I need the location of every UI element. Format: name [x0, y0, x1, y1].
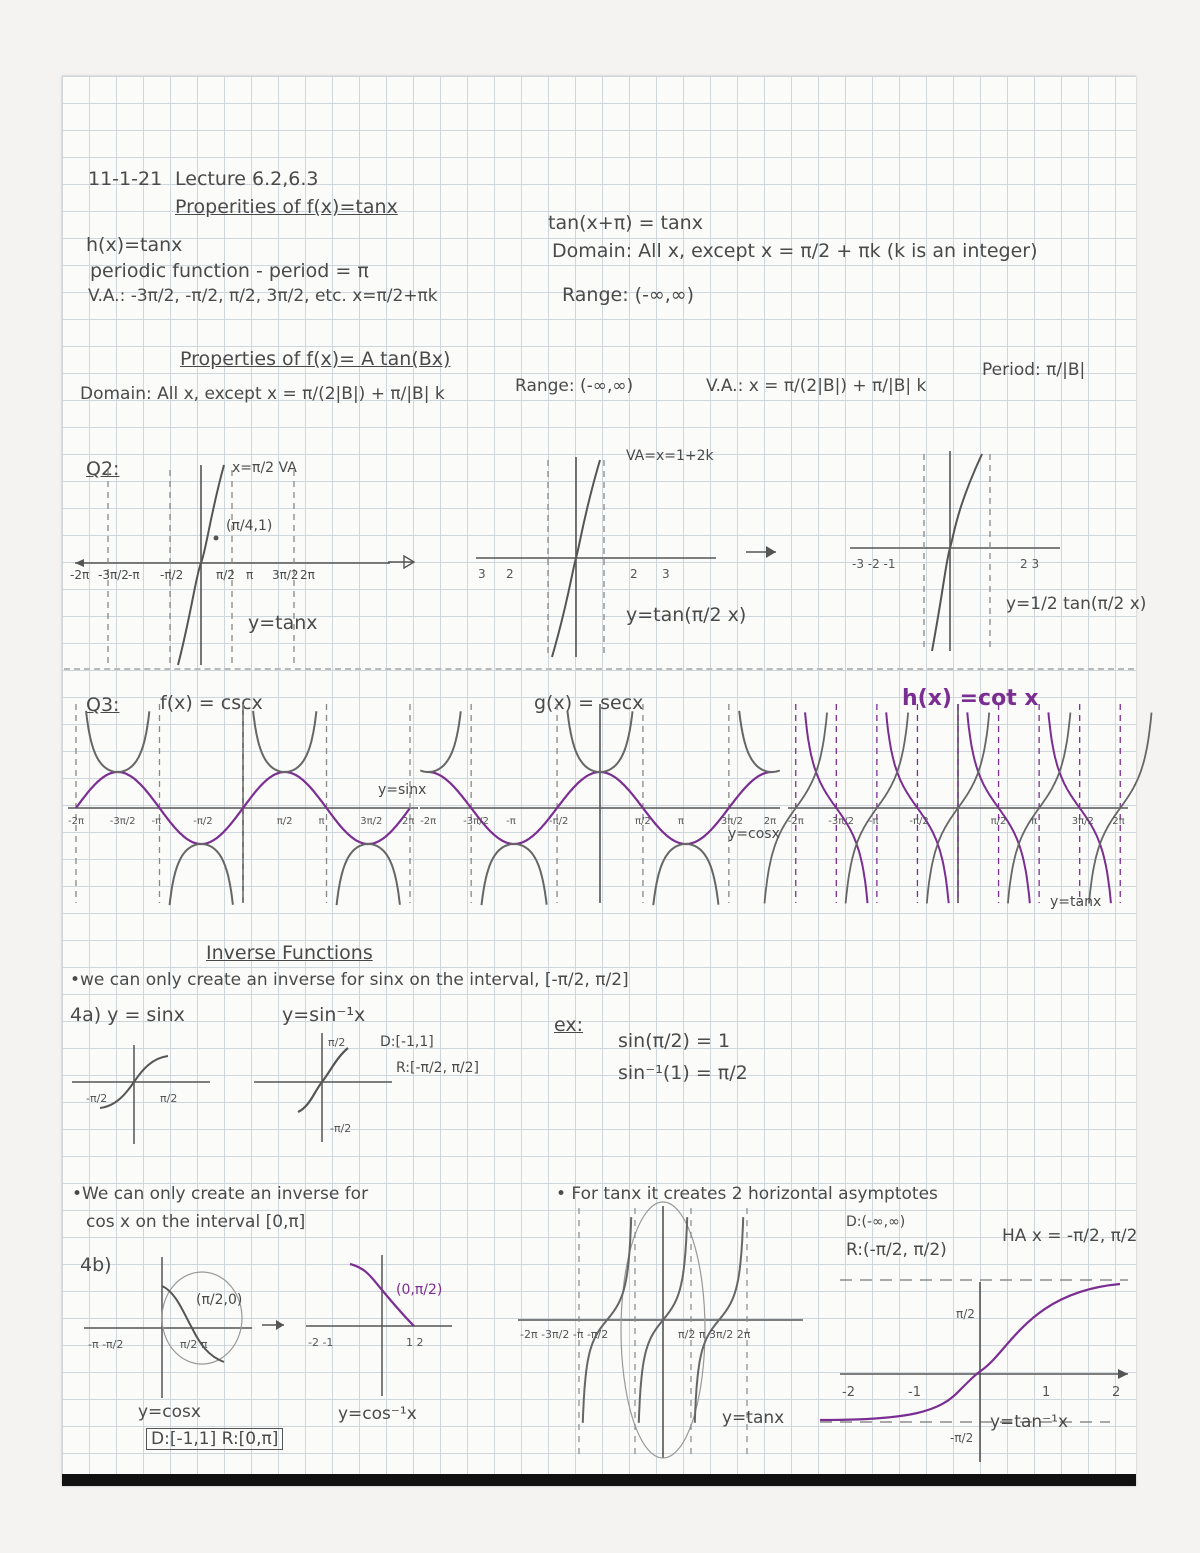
graph-arctan — [820, 1262, 1130, 1462]
tan-domain: Domain: All x, except x = π/2 + πk (k is an integer) — [552, 240, 1038, 262]
q2-g1-tick-label: -2π — [70, 568, 90, 582]
q2-g1-caption: y=tanx — [248, 612, 318, 634]
atan-period: Period: π/|B| — [982, 360, 1086, 380]
q3-graph-sec — [420, 700, 780, 905]
svg-text:-π/2: -π/2 — [950, 1431, 974, 1445]
tan-caption: y=tanx — [722, 1408, 785, 1428]
tick-label: -2π — [420, 816, 437, 827]
reciprocal-branch — [420, 711, 460, 772]
q3-graph-csc — [68, 700, 418, 905]
arrow-icon-3 — [262, 1318, 288, 1332]
svg-text:3: 3 — [662, 567, 670, 581]
svg-text:-1: -1 — [908, 1385, 921, 1400]
svg-text:-π/2: -π/2 — [330, 1122, 352, 1135]
tick-label: π/2 — [276, 816, 293, 827]
tick-label: 3π/2 — [360, 816, 383, 827]
svg-text:2: 2 — [506, 567, 514, 581]
q2-graph-tan — [70, 460, 390, 670]
reciprocal-branch — [739, 711, 780, 772]
cot-title: h(x) =cot x — [902, 686, 1039, 711]
q2-g2-caption: y=tan(π/2 x) — [626, 604, 747, 626]
q2-g1-tick-label: π — [246, 568, 254, 582]
arcsin-range: R:[-π/2, π/2] — [396, 1060, 479, 1076]
atan-va: V.A.: x = π/(2|B|) + π/|B| k — [706, 376, 927, 396]
svg-text:π/2 π: π/2 π — [180, 1338, 208, 1351]
arccos-domain-range: D:[-1,1] R:[0,π] — [146, 1428, 283, 1450]
arcsin-domain: D:[-1,1] — [380, 1034, 434, 1050]
page-bottom-edge — [62, 1474, 1136, 1486]
q4a-label: 4a) y = sinx — [70, 1004, 185, 1026]
tick-label: -3π/2 — [828, 816, 855, 827]
tick-label: π — [1031, 816, 1038, 827]
arccos-caption: y=cos⁻¹x — [338, 1404, 417, 1424]
periodic-note: periodic function - period = π — [90, 260, 369, 282]
inverse-heading: Inverse Functions — [206, 942, 373, 964]
atan-properties-heading: Properties of f(x)= A tan(Bx) — [180, 348, 451, 370]
cot-tan-label: y=tanx — [1050, 894, 1102, 910]
tick-label: -π — [868, 816, 879, 827]
svg-text:π/2: π/2 — [956, 1307, 975, 1321]
q2-g1-tick-label: 3π/2 — [272, 568, 299, 582]
tick-label: -2π -3π/2 -π -π/2 — [520, 1328, 609, 1341]
tan-identity: tan(x+π) = tanx — [548, 212, 703, 234]
cos-inverse-note-1: •We can only create an inverse for — [72, 1184, 369, 1204]
q2-graph-tan-scaled — [476, 452, 716, 662]
svg-text:π/2: π/2 — [328, 1036, 346, 1049]
tick-label: -π/2 — [909, 816, 929, 827]
graph-arcsin — [254, 1028, 394, 1143]
lecture-date: 11-1-21 — [88, 168, 163, 190]
tick-label: 2π — [402, 816, 415, 827]
arrow-icon-2 — [746, 542, 780, 562]
sin-inverse-note: •we can only create an inverse for sinx on the interval, [-π/2, π/2] — [70, 970, 629, 990]
tick-label: 2π — [1112, 816, 1125, 827]
q4b-label: 4b) — [80, 1254, 112, 1276]
reciprocal-branch — [86, 711, 149, 772]
svg-text:2: 2 — [630, 567, 638, 581]
tick-label: 3π/2 — [1071, 816, 1094, 827]
svg-text:3: 3 — [478, 567, 486, 581]
tick-label: π/2 — [634, 816, 651, 827]
svg-text:-π -π/2: -π -π/2 — [88, 1338, 124, 1351]
q2-g1-va-label: x=π/2 VA — [232, 460, 297, 476]
horizontal-asymptote: HA x = -π/2, π/2 — [1002, 1226, 1138, 1246]
cos-point-label: (π/2,0) — [196, 1292, 243, 1308]
svg-text:-2: -2 — [842, 1385, 855, 1400]
q2-g1-point: (π/4,1) — [226, 518, 273, 534]
arctan-domain: D:(-∞,∞) — [846, 1214, 906, 1230]
svg-text:2 3: 2 3 — [1020, 557, 1040, 571]
tick-label: 2π — [763, 816, 777, 827]
sec-title: g(x) = secx — [534, 692, 644, 714]
svg-text:1: 1 — [1042, 1385, 1051, 1400]
q2-g1-tick-label: -π/2 — [160, 568, 184, 582]
reciprocal-branch — [253, 711, 316, 772]
reciprocal-branch — [170, 844, 233, 905]
graph-arccos — [306, 1250, 456, 1400]
tick-label: π/2 π 3π/2 2π — [678, 1328, 751, 1341]
tick-label: -3π/2 — [463, 816, 489, 827]
q2-g3-caption: y=1/2 tan(π/2 x) — [1006, 594, 1147, 614]
h-definition: h(x)=tanx — [86, 234, 183, 256]
q2-label: Q2: — [86, 458, 120, 480]
tick-label: 3π/2 — [720, 816, 743, 827]
svg-text:-2 -1: -2 -1 — [308, 1336, 334, 1349]
q2-graph-half-tan — [850, 446, 1090, 656]
lecture-title: Lecture 6.2,6.3 — [175, 168, 319, 190]
q2-g1-tick-label: 2π — [300, 568, 315, 582]
tan-range: Range: (-∞,∞) — [562, 284, 695, 306]
reciprocal-branch — [337, 844, 400, 905]
svg-text:-π/2: -π/2 — [86, 1092, 108, 1105]
csc-title: f(x) = cscx — [160, 692, 263, 714]
tick-label: π — [318, 816, 325, 827]
tick-label: π — [677, 816, 684, 827]
q2-g2-va-label: VA=x=1+2k — [626, 448, 714, 464]
arctan-caption: y=tan⁻¹x — [990, 1412, 1069, 1432]
vertical-asymptotes: V.A.: -3π/2, -π/2, π/2, 3π/2, etc. x=π/2+πk — [88, 286, 438, 306]
arctan-range: R:(-π/2, π/2) — [846, 1240, 947, 1260]
tick-label: -3π/2 — [109, 816, 136, 827]
graph-cosx-restricted — [84, 1252, 254, 1402]
tick-label: -π/2 — [193, 816, 213, 827]
tick-label: π/2 — [990, 816, 1007, 827]
arccos-point-label: (0,π/2) — [396, 1282, 443, 1298]
section-divider-1 — [64, 668, 1134, 670]
reciprocal-branch — [482, 844, 547, 905]
example-label: ex: — [554, 1014, 584, 1036]
q2-g1-tick-label: π/2 — [216, 568, 235, 582]
q3-graph-cot — [788, 700, 1128, 905]
tan-properties-heading: Properities of f(x)=tanx — [175, 196, 398, 218]
cos-caption: y=cosx — [138, 1402, 201, 1422]
tick-label: -π — [151, 816, 162, 827]
reciprocal-branch — [653, 844, 718, 905]
tan-inverse-note: • For tanx it creates 2 horizontal asymptotes — [556, 1184, 938, 1204]
arrow-icon — [388, 552, 418, 572]
cos-inverse-note-2: cos x on the interval [0,π] — [86, 1212, 306, 1232]
q3-label: Q3: — [86, 694, 120, 716]
q2-g1-tick-label: -3π/2 — [98, 568, 129, 582]
example-line-1: sin(π/2) = 1 — [618, 1030, 731, 1052]
atan-range: Range: (-∞,∞) — [515, 376, 634, 396]
example-line-2: sin⁻¹(1) = π/2 — [618, 1062, 748, 1084]
atan-domain: Domain: All x, except x = π/(2|B|) + π/|B| k — [80, 384, 445, 404]
csc-sin-label: y=sinx — [378, 782, 427, 798]
arcsin-label: y=sin⁻¹x — [282, 1004, 366, 1026]
tick-label: -2π — [787, 816, 804, 827]
q2-g1-tick-label: -π — [128, 568, 140, 582]
svg-text:1 2: 1 2 — [406, 1336, 424, 1349]
svg-text:2: 2 — [1112, 1385, 1121, 1400]
tick-label: -2π — [67, 816, 84, 827]
graph-sinx-restricted — [72, 1040, 212, 1145]
svg-text:π/2: π/2 — [160, 1092, 178, 1105]
sec-cos-label: y=cosx — [728, 826, 780, 842]
tick-label: -π/2 — [549, 816, 569, 827]
tick-label: -π — [506, 816, 516, 827]
svg-text:-3 -2 -1: -3 -2 -1 — [852, 557, 896, 571]
